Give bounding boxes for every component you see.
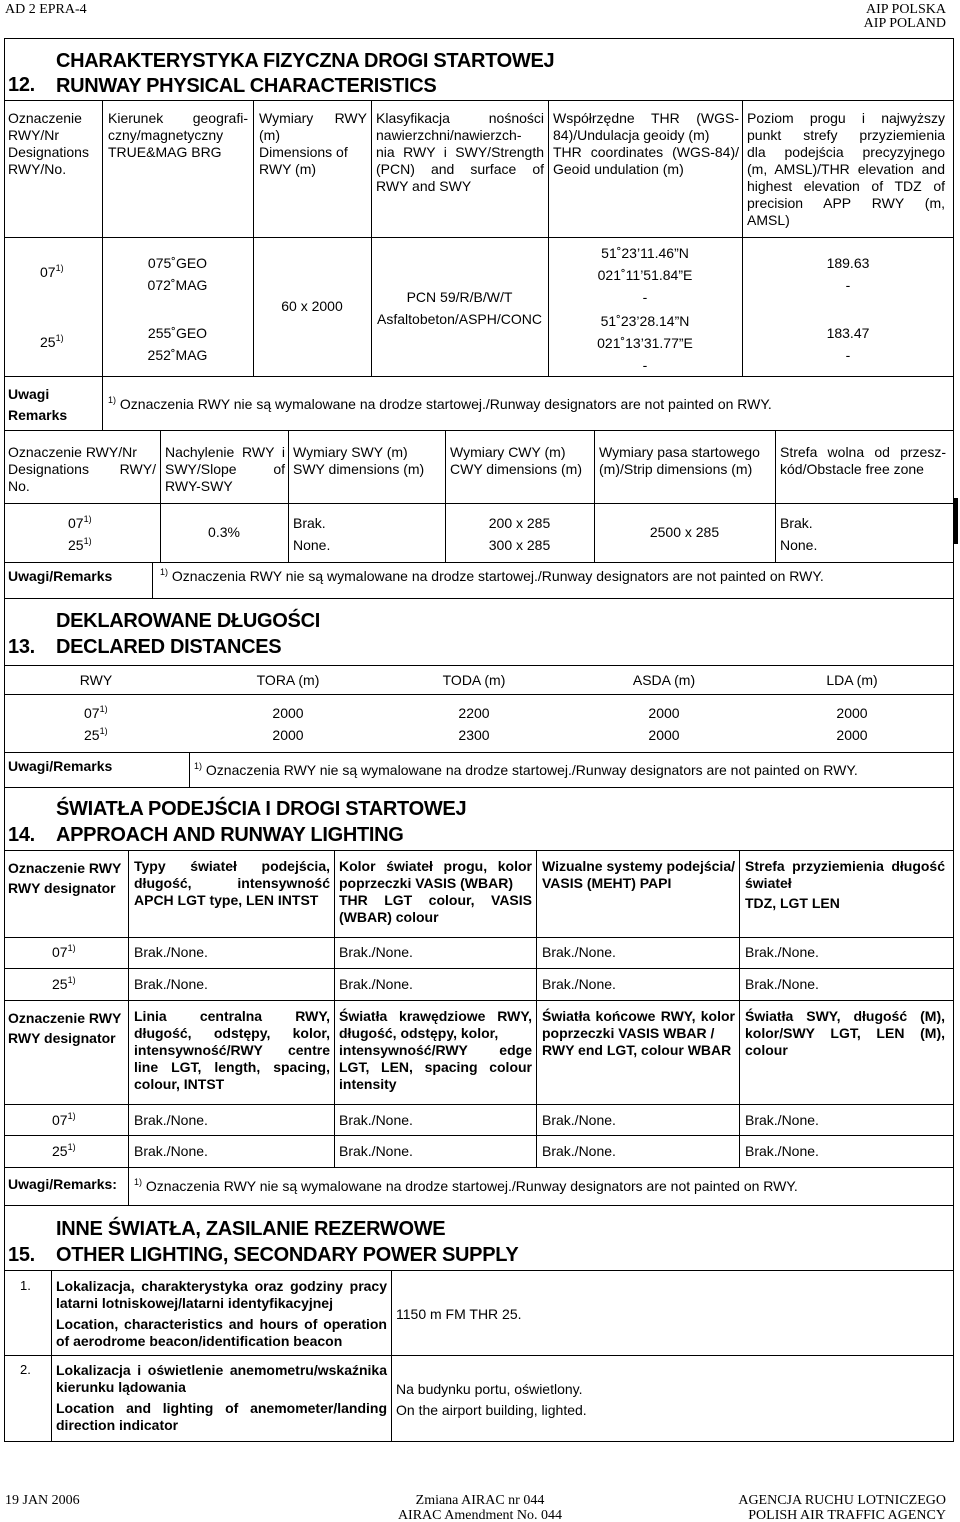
centreline-header: Linia centralna RWY, długość, odstępy, kolor, intensywność/RWY centre line LGT, length, spacing, colour, INTST bbox=[134, 1008, 330, 1092]
change-bar bbox=[954, 498, 958, 544]
section-14-number: 14. bbox=[8, 824, 35, 846]
thr-coordinates-07: 51˚23’11.46”N 021˚11’51.84”E - bbox=[597, 245, 693, 305]
tdz-25: Brak./None. bbox=[745, 976, 819, 992]
col-tora-header: TORA (m) bbox=[256, 672, 320, 688]
bearing-header: Kierunek geografi- czny/magnetyczny TRUE&MAG BRG bbox=[108, 110, 248, 160]
vasis-25: Brak./None. bbox=[542, 976, 616, 992]
thr-lights-25: Brak./None. bbox=[339, 976, 413, 992]
end-lights-25: Brak./None. bbox=[542, 1143, 616, 1159]
lda-values: 2000 2000 bbox=[836, 705, 868, 743]
section-15-title-pl: INNE ŚWIATŁA, ZASILANIE REZERWOWE bbox=[56, 1218, 446, 1240]
header-aip-en: AIP POLAND bbox=[863, 16, 946, 31]
rwy-07-label: 07$^{1)}$ bbox=[40, 263, 64, 280]
swy-lights-header: Światła SWY, długość (M), kolor/SWY LGT, LEN (M), colour bbox=[745, 1008, 945, 1058]
remarks-text-2: $^{1)}$ Oznaczenia RWY nie są wymalowane na drodze startowej./Runway designators are not painted on RWY. bbox=[160, 567, 824, 584]
item-1-number: 1. bbox=[20, 1278, 31, 1293]
strength-header: Klasyfikacja nośności nawierzchni/nawierzch- nia RWY i SWY/Strength (PCN) and surface of RWY and SWY bbox=[376, 110, 544, 194]
rwy-labels-2: 07$^{1)}$ 25$^{1)}$ bbox=[68, 514, 92, 553]
thr-elevation-header: Poziom progu i najwyższy punkt strefy przyziemienia dla podejścia precyzyjnego (m, AMSL)/THR elevation and highest elevation of TDZ of precision APP RWY (m, AMSL) bbox=[747, 110, 945, 228]
section-12-number: 12. bbox=[8, 74, 35, 96]
lighting-rwy-25: 25$^{1)}$ bbox=[52, 975, 76, 992]
rwy-designator-header-2: Oznaczenie RWY RWY designator bbox=[8, 1010, 122, 1046]
page-header-right bbox=[864, 2, 946, 32]
swy-header: Wymiary SWY (m) SWY dimensions (m) bbox=[293, 444, 425, 477]
anemometer-value: Na budynku portu, oświetlony. On the airport building, lighted. bbox=[396, 1381, 587, 1418]
end-lights-07: Brak./None. bbox=[542, 1112, 616, 1128]
beacon-value: 1150 m FM THR 25. bbox=[396, 1306, 522, 1322]
section-13-number: 13. bbox=[8, 636, 35, 658]
remarks-label-2: Uwagi/Remarks bbox=[8, 568, 113, 584]
col-lda-header: LDA (m) bbox=[826, 672, 878, 688]
remarks-text-4: $^{1)}$ Oznaczenia RWY nie są wymalowane na drodze startowej./Runway designators are not painted on RWY. bbox=[134, 1177, 798, 1194]
col-asda-header: ASDA (m) bbox=[632, 672, 696, 688]
slope-value: 0.3% bbox=[208, 524, 240, 540]
lighting-rwy-07: 07$^{1)}$ bbox=[52, 943, 76, 960]
section-15-number: 15. bbox=[8, 1244, 35, 1266]
approach-lights-header: Typy świateł podejścia, długość, intensywność APCH LGT type, LEN INTST bbox=[134, 858, 330, 908]
cwy-values: 200 x 285 300 x 285 bbox=[488, 515, 551, 553]
dimensions-header: Wymiary RWY (m) Dimensions of RWY (m) bbox=[259, 110, 367, 177]
header-aip-pl: AIP POLSKA bbox=[866, 2, 946, 17]
lighting2-rwy-07: 07$^{1)}$ bbox=[52, 1111, 76, 1128]
slope-header: Nachylenie RWY i SWY/Slope of RWY-SWY bbox=[165, 444, 285, 494]
swy-lights-25: Brak./None. bbox=[745, 1143, 819, 1159]
strip-value: 2500 x 285 bbox=[649, 524, 720, 540]
vasis-07: Brak./None. bbox=[542, 944, 616, 960]
rwy-designation-header: Oznaczenie RWY/Nr Designations RWY/No. bbox=[8, 110, 89, 177]
thr-elevation-25: 183.47 - bbox=[826, 325, 870, 363]
remarks-label-3: Uwagi/Remarks bbox=[8, 758, 113, 774]
centreline-25: Brak./None. bbox=[134, 1143, 208, 1159]
section-12-title-pl: CHARAKTERYSTYKA FIZYCZNA DROGI STARTOWEJ bbox=[56, 50, 555, 72]
remarks-label: Uwagi Remarks bbox=[8, 386, 68, 423]
thr-lights-07: Brak./None. bbox=[339, 944, 413, 960]
footer-date: 19 JAN 2006 bbox=[5, 1493, 80, 1508]
end-lights-header: Światła końcowe RWY, kolor poprzeczki VASIS WBAR / RWY end LGT, colour WBAR bbox=[542, 1008, 735, 1058]
toda-values: 2200 2300 bbox=[458, 705, 490, 743]
footer-agency: AGENCJA RUCHU LOTNICZEGO POLISH AIR TRAFFIC AGENCY bbox=[738, 1493, 946, 1522]
bearing-07: 075˚GEO 072˚MAG bbox=[147, 255, 208, 293]
approach-lights-07: Brak./None. bbox=[134, 944, 208, 960]
rwy-25-label: 25$^{1)}$ bbox=[40, 333, 64, 350]
remarks-text-3: $^{1)}$ Oznaczenia RWY nie są wymalowane na drodze startowej./Runway designators are not painted on RWY. bbox=[194, 761, 858, 778]
edge-lights-25: Brak./None. bbox=[339, 1143, 413, 1159]
ofz-header: Strefa wolna od przesz- kód/Obstacle free zone bbox=[780, 444, 946, 477]
col-toda-header: TODA (m) bbox=[442, 672, 506, 688]
item-2-number: 2. bbox=[20, 1362, 31, 1377]
tora-values: 2000 2000 bbox=[272, 705, 304, 743]
edge-lights-header: Światła krawędziowe RWY, długość, odstępy, kolor, intensywność/RWY edge LGT, LEN, spacing colour intensity bbox=[339, 1008, 532, 1092]
thr-elevation-07: 189.63 - bbox=[826, 255, 870, 293]
beacon-label: Lokalizacja, charakterystyka oraz godziny pracy latarni lotniskowej/latarni identyfikacyjnej Location, characteristics and hours of operation of aerodrome beacon/identification beacon bbox=[56, 1278, 387, 1349]
remarks-text: $^{1)}$ Oznaczenia RWY nie są wymalowane na drodze startowej./Runway designators are not painted on RWY. bbox=[108, 395, 772, 412]
centreline-07: Brak./None. bbox=[134, 1112, 208, 1128]
edge-lights-07: Brak./None. bbox=[339, 1112, 413, 1128]
declared-rwy-labels: 07$^{1)}$ 25$^{1)}$ bbox=[84, 704, 108, 743]
section-13-title-en: DECLARED DISTANCES bbox=[56, 636, 282, 658]
thr-coordinates-header: Współrzędne THR (WGS- 84)/Undulacja geoidy (m) THR coordinates (WGS-84)/ Geoid undulation (m) bbox=[553, 110, 739, 177]
cwy-header: Wymiary CWY (m) CWY dimensions (m) bbox=[450, 444, 582, 477]
remarks-label-4: Uwagi/Remarks: bbox=[8, 1176, 117, 1192]
thr-lights-header: Kolor świateł progu, kolor poprzeczki VASIS (WBAR) THR LGT colour, VASIS (WBAR) colour bbox=[339, 858, 532, 925]
bearing-25: 255˚GEO 252˚MAG bbox=[147, 325, 208, 363]
approach-lights-25: Brak./None. bbox=[134, 976, 208, 992]
section-15-title-en: OTHER LIGHTING, SECONDARY POWER SUPPLY bbox=[56, 1244, 519, 1266]
swy-lights-07: Brak./None. bbox=[745, 1112, 819, 1128]
section-14-title-pl: ŚWIATŁA PODEJŚCIA I DROGI STARTOWEJ bbox=[56, 798, 467, 820]
vasis-header: Wizualne systemy podejścia/ VASIS (MEHT) PAPI bbox=[542, 858, 735, 891]
asda-values: 2000 2000 bbox=[648, 705, 680, 743]
ofz-values: Brak. None. bbox=[780, 515, 818, 553]
section-14-title-en: APPROACH AND RUNWAY LIGHTING bbox=[56, 824, 404, 846]
tdz-header: Strefa przyziemienia długość świateł TDZ, LGT LEN bbox=[745, 858, 945, 911]
thr-coordinates-25: 51˚23’28.14”N 021˚13’31.77”E - bbox=[597, 313, 693, 373]
swy-values: Brak. None. bbox=[293, 515, 331, 553]
pcn-surface: PCN 59/R/B/W/T Asfaltobeton/ASPH/CONC bbox=[377, 289, 542, 327]
tdz-07: Brak./None. bbox=[745, 944, 819, 960]
page-header-left: AD 2 EPRA-4 bbox=[5, 2, 87, 17]
lighting2-rwy-25: 25$^{1)}$ bbox=[52, 1142, 76, 1159]
rwy-dimensions: 60 x 2000 bbox=[281, 298, 343, 314]
rwy-designation-header-2: Oznaczenie RWY/Nr Designations RWY/ No. bbox=[8, 444, 156, 494]
section-12-title-en: RUNWAY PHYSICAL CHARACTERISTICS bbox=[56, 75, 437, 97]
anemometer-label: Lokalizacja i oświetlenie anemometru/wskaźnika kierunku lądowania Location and lighting of anemometer/landing direction indicator bbox=[56, 1362, 387, 1433]
section-13-title-pl: DEKLAROWANE DŁUGOŚCI bbox=[56, 610, 321, 632]
strip-header: Wymiary pasa startowego (m)/Strip dimensions (m) bbox=[599, 444, 760, 477]
col-rwy-header: RWY bbox=[79, 672, 113, 688]
rwy-designator-header: Oznaczenie RWY RWY designator bbox=[8, 860, 122, 896]
footer-amendment: Zmiana AIRAC nr 044 AIRAC Amendment No. 044 bbox=[397, 1493, 563, 1522]
